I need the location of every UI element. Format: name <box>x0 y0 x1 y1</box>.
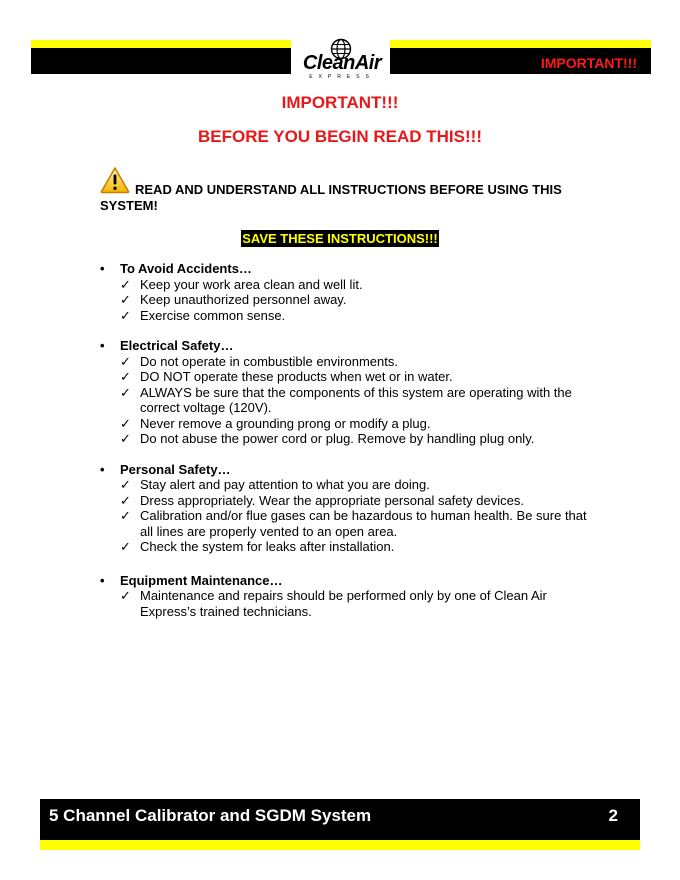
header-yellow-stripe <box>390 40 651 48</box>
checkmark-icon: ✓ <box>120 307 131 323</box>
section-heading <box>100 573 590 589</box>
checkmark-icon: ✓ <box>120 384 131 400</box>
checkmark-icon: ✓ <box>120 276 131 292</box>
footer-yellow-stripe <box>40 840 640 850</box>
section-personal-safety <box>100 462 590 555</box>
page-title: IMPORTANT!!! <box>281 93 399 112</box>
warning-block <box>100 166 590 214</box>
save-instructions-note <box>0 230 680 248</box>
list-item-text: Keep your work area clean and well lit. <box>140 276 363 292</box>
cleanair-logo <box>297 38 385 84</box>
safety-sections <box>100 261 590 634</box>
header-black-stripe <box>31 48 291 74</box>
warning-text: READ AND UNDERSTAND ALL INSTRUCTIONS BEFORE USING THIS SYSTEM! <box>100 182 562 213</box>
header-bar-right <box>390 40 651 74</box>
list-item <box>100 369 590 385</box>
checkmark-icon: ✓ <box>120 431 131 446</box>
list-item <box>100 416 590 432</box>
page-subtitle: BEFORE YOU BEGIN READ THIS!!! <box>198 127 482 146</box>
list-item-text: Exercise common sense. <box>140 307 286 323</box>
bullet-icon: • <box>100 461 105 477</box>
list-item-text: DO NOT operate these products when wet or in water. <box>140 369 453 384</box>
section-avoid-accidents <box>100 261 590 323</box>
page-number: 2 <box>608 806 618 825</box>
header-yellow-stripe <box>31 40 291 48</box>
section-heading-text: Electrical Safety… <box>120 338 234 353</box>
list-item <box>100 308 590 324</box>
logo-wordmark: CleanAir <box>302 52 382 74</box>
list-item <box>100 588 590 619</box>
section-electrical-safety <box>100 338 590 447</box>
list-item-text: Stay alert and pay attention to what you are doing. <box>140 477 430 492</box>
section-heading <box>100 462 590 478</box>
bullet-icon: • <box>100 261 105 276</box>
logo-subtext: EXPRESS <box>309 74 375 80</box>
section-heading <box>100 261 590 277</box>
list-item-text: Never remove a grounding prong or modify a plug. <box>140 415 431 431</box>
checkmark-icon: ✓ <box>120 292 131 307</box>
checkmark-icon: ✓ <box>120 477 131 492</box>
checkmark-icon: ✓ <box>120 369 131 384</box>
list-item <box>100 277 590 293</box>
section-heading-text: To Avoid Accidents… <box>120 261 252 276</box>
section-equipment-maintenance <box>100 573 590 620</box>
checkmark-icon: ✓ <box>120 492 131 508</box>
checkmark-icon: ✓ <box>120 415 131 431</box>
list-item <box>100 292 590 308</box>
footer-title: 5 Channel Calibrator and SGDM System <box>49 806 372 825</box>
list-item <box>100 539 590 555</box>
save-instructions-label: SAVE THESE INSTRUCTIONS!!! <box>242 231 438 246</box>
checkmark-icon: ✓ <box>120 539 131 554</box>
section-heading-text: Personal Safety… <box>120 461 231 477</box>
bullet-icon: • <box>100 338 105 353</box>
list-item <box>100 354 590 370</box>
section-heading-text: Equipment Maintenance… <box>120 572 283 588</box>
list-item <box>100 431 590 447</box>
list-item-text: Do not operate in combustible environments. <box>140 353 398 369</box>
list-item <box>100 493 590 509</box>
list-item-text: Maintenance and repairs should be performed only by one of Clean Air Express’s trained technicians. <box>140 588 547 619</box>
list-item-text: ALWAYS be sure that the components of this system are operating with the correct voltage (120V). <box>140 384 572 415</box>
list-item-text: Do not abuse the power cord or plug. Remove by handling plug only. <box>140 431 535 446</box>
list-item-text: Calibration and/or flue gases can be hazardous to human health. Be sure that all lines are properly vented to an open area. <box>140 508 587 539</box>
list-item <box>100 385 590 416</box>
list-item-text: Dress appropriately. Wear the appropriate personal safety devices. <box>140 492 524 508</box>
footer-bar <box>40 799 640 840</box>
list-item <box>100 477 590 493</box>
warning-icon <box>100 166 130 194</box>
list-item-text: Keep unauthorized personnel away. <box>140 292 347 307</box>
checkmark-icon: ✓ <box>120 508 131 523</box>
section-heading <box>100 338 590 354</box>
header-bar-left <box>31 40 291 74</box>
checkmark-icon: ✓ <box>120 588 131 603</box>
bullet-icon: • <box>100 572 105 588</box>
header-important-tag: IMPORTANT!!! <box>540 55 637 71</box>
checkmark-icon: ✓ <box>120 353 131 369</box>
list-item-text: Check the system for leaks after installation. <box>140 539 395 554</box>
list-item <box>100 508 590 539</box>
